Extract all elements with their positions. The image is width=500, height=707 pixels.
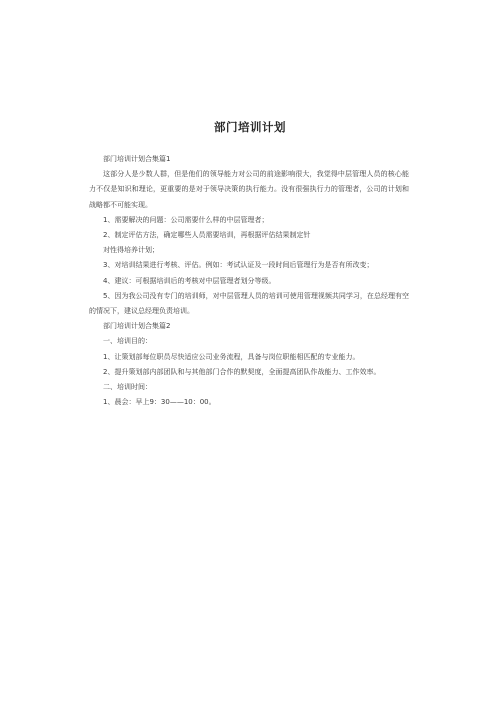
subheading: 一、培训目的： xyxy=(103,337,152,346)
document-body xyxy=(89,152,409,410)
list-item: 2、制定评估方法，确定哪些人员需要培训，再根据评估结果制定针 xyxy=(103,231,311,240)
intro-paragraph: 这部分人是少数人群，但是他们的领导能力对公司的前途影响很大，我觉得中层管理人员的核心能力不仅是知识和理论，更重要的是对于领导决策的执行能力。没有很强执行力的管理者，公司的计划和战略都不可能实现。 xyxy=(89,170,409,209)
list-item-continuation: 对性得培养计划； xyxy=(103,246,159,255)
list-item: 1、晨会：早上9：30——10：00。 xyxy=(103,398,216,407)
document-title: 部门培训计划 xyxy=(214,120,286,134)
list-item: 3、对培训结果进行考核、评估。例如：考试认证及一段时间后管理行为是否有所改变； xyxy=(103,261,374,270)
subheading: 二、培训时间： xyxy=(103,383,152,392)
list-item: 4、建议：可根据培训后的考核对中层管理者划分等级。 xyxy=(103,276,276,285)
section-heading-1: 部门培训计划合集篇1 xyxy=(103,155,171,163)
section-heading-2: 部门培训计划合集篇2 xyxy=(103,322,171,331)
list-item: 5、因为我公司没有专门的培训师，对中层管理人员的培训可使用管理视频共同学习，在总经理有空的情况下，建议总经理负责培训。 xyxy=(89,291,409,316)
list-item: 1、让策划部每位职员尽快适应公司业务流程，具备与岗位职能相匹配的专业能力。 xyxy=(103,352,360,361)
list-item: 2、提升策划部内部团队和与其他部门合作的默契度，全面提高团队作战能力、工作效率。 xyxy=(103,367,381,376)
list-item: 1、需要解决的问题：公司需要什么样的中层管理者； xyxy=(103,215,269,224)
